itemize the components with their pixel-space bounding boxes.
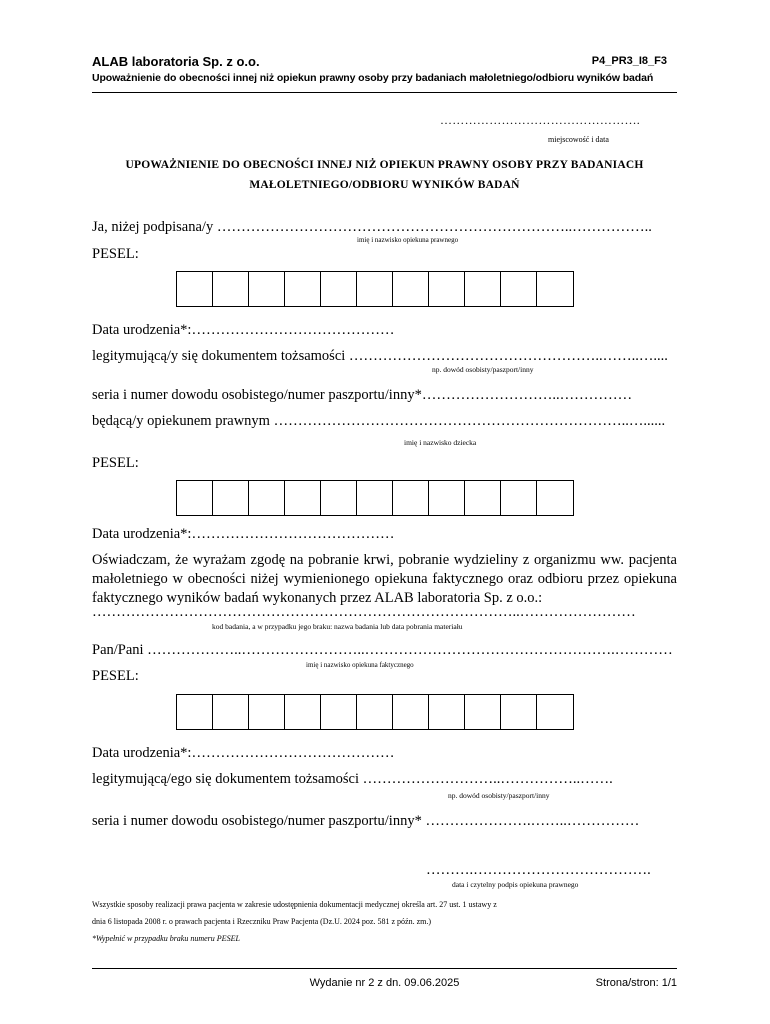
pesel-digit-cell[interactable] [249, 695, 285, 729]
edition-info: Wydanie nr 2 z dn. 09.06.2025 [309, 977, 460, 989]
child-birthdate-field[interactable]: Data urodzenia*:…………………………………… [92, 526, 395, 542]
document-title-line2: MAŁOLETNIEGO/ODBIORU WYNIKÓW BADAŃ [249, 179, 520, 191]
pesel-label-child: PESEL: [92, 455, 139, 471]
pesel-digit-cell[interactable] [285, 272, 321, 306]
pesel-label-guardian: PESEL: [92, 246, 139, 262]
test-code-label: kod badania, a w przypadku jego braku: nazwa badania lub data pobrania materiału [212, 622, 463, 631]
caregiver-name-label: imię i nazwisko opiekuna faktycznego [306, 661, 414, 669]
pesel-grid-guardian[interactable] [176, 271, 574, 307]
pesel-digit-cell[interactable] [249, 481, 285, 515]
pesel-digit-cell[interactable] [465, 272, 501, 306]
test-code-field[interactable]: ……………………………………………………………………………..…………………… [92, 604, 636, 620]
pesel-digit-cell[interactable] [429, 695, 465, 729]
pesel-digit-cell[interactable] [357, 481, 393, 515]
child-name-label: imię i nazwisko dziecka [404, 438, 477, 447]
pesel-digit-cell[interactable] [393, 695, 429, 729]
pesel-digit-cell[interactable] [213, 695, 249, 729]
header-divider [92, 92, 677, 93]
pesel-digit-cell[interactable] [285, 695, 321, 729]
pesel-digit-cell[interactable] [537, 481, 573, 515]
pesel-digit-cell[interactable] [285, 481, 321, 515]
caregiver-name-field[interactable]: Pan/Pani ………………..……………………..…………………………………………….………… [92, 642, 673, 658]
pesel-digit-cell[interactable] [429, 272, 465, 306]
place-date-label: miejscowość i data [548, 135, 609, 144]
pesel-footnote: *Wypełnić w przypadku braku numeru PESEL [92, 934, 240, 943]
pesel-digit-cell[interactable] [357, 695, 393, 729]
place-date-field[interactable]: …………………………………………. [440, 113, 641, 127]
pesel-digit-cell[interactable] [321, 481, 357, 515]
guardian-id-document-label: np. dowód osobisty/paszport/inny [432, 365, 534, 374]
pesel-digit-cell[interactable] [321, 272, 357, 306]
pesel-digit-cell[interactable] [501, 481, 537, 515]
pesel-label-caregiver: PESEL: [92, 668, 139, 684]
page-number: Strona/stron: 1/1 [595, 977, 677, 989]
pesel-digit-cell[interactable] [393, 481, 429, 515]
pesel-grid-caregiver[interactable] [176, 694, 574, 730]
footer-divider [92, 968, 677, 969]
legal-note-line2: dnia 6 listopada 2008 r. o prawach pacjenta i Rzeczniku Praw Pacjenta (Dz.U. 2024 poz. 581 z późn. zm.) [92, 917, 432, 926]
pesel-digit-cell[interactable] [357, 272, 393, 306]
legal-note-line1: Wszystkie sposoby realizacji prawa pacjenta w zakresie udostępnienia dokumentacji medycznej określa art. 27 ust. 1 ustawy z [92, 900, 497, 909]
signature-field[interactable]: ……….………………………………. [426, 862, 651, 878]
pesel-digit-cell[interactable] [537, 695, 573, 729]
pesel-digit-cell[interactable] [177, 272, 213, 306]
pesel-digit-cell[interactable] [429, 481, 465, 515]
caregiver-id-series-field[interactable]: seria i numer dowodu osobistego/numer paszportu/inny* ………………….……..…………… [92, 813, 640, 829]
guardian-birthdate-field[interactable]: Data urodzenia*:…………………………………… [92, 322, 395, 338]
pesel-digit-cell[interactable] [465, 695, 501, 729]
pesel-digit-cell[interactable] [213, 481, 249, 515]
signer-name-field[interactable]: Ja, niżej podpisana/y ………………………………………………………………..…………….. [92, 219, 652, 235]
pesel-digit-cell[interactable] [249, 272, 285, 306]
caregiver-id-document-label: np. dowód osobisty/paszport/inny [448, 791, 550, 800]
pesel-digit-cell[interactable] [177, 695, 213, 729]
caregiver-birthdate-field[interactable]: Data urodzenia*:…………………………………… [92, 745, 395, 761]
pesel-digit-cell[interactable] [177, 481, 213, 515]
pesel-grid-child[interactable] [176, 480, 574, 516]
header-subtitle: Upoważnienie do obecności innej niż opiekun prawny osoby przy badaniach małoletniego/odbioru wyników badań [92, 72, 654, 84]
legal-guardian-of-field[interactable]: będącą/y opiekunem prawnym ………………………………………………………………..…...... [92, 413, 666, 429]
pesel-digit-cell[interactable] [213, 272, 249, 306]
caregiver-id-document-field[interactable]: legitymującą/ego się dokumentem tożsamości ………………………..……………..……. [92, 771, 613, 787]
guardian-id-document-field[interactable]: legitymującą/y się dokumentem tożsamości ……………………………………………..……..….... [92, 348, 668, 364]
pesel-digit-cell[interactable] [393, 272, 429, 306]
pesel-digit-cell[interactable] [465, 481, 501, 515]
document-title-line1: UPOWAŻNIENIE DO OBECNOŚCI INNEJ NIŻ OPIEKUN PRAWNY OSOBY PRZY BADANIACH [125, 159, 644, 171]
document-code: P4_PR3_I8_F3 [591, 55, 667, 67]
consent-declaration: Oświadczam, że wyrażam zgodę na pobranie krwi, pobranie wydzieliny z organizmu ww. pacjenta małoletniego w obecności niżej wymienionego opiekuna faktycznego oraz odbioru przez opiekuna faktycznego wyników badań wykonanych przez ALAB laboratoria Sp. z o.o.: [92, 552, 677, 606]
pesel-digit-cell[interactable] [501, 695, 537, 729]
guardian-id-series-field[interactable]: seria i numer dowodu osobistego/numer paszportu/inny*………………………..…………… [92, 387, 633, 403]
signer-name-label: imię i nazwisko opiekuna prawnego [357, 236, 459, 244]
signature-label: data i czytelny podpis opiekuna prawnego [452, 880, 579, 889]
pesel-digit-cell[interactable] [321, 695, 357, 729]
pesel-digit-cell[interactable] [537, 272, 573, 306]
pesel-digit-cell[interactable] [501, 272, 537, 306]
company-name: ALAB laboratoria Sp. z o.o. [92, 54, 260, 69]
